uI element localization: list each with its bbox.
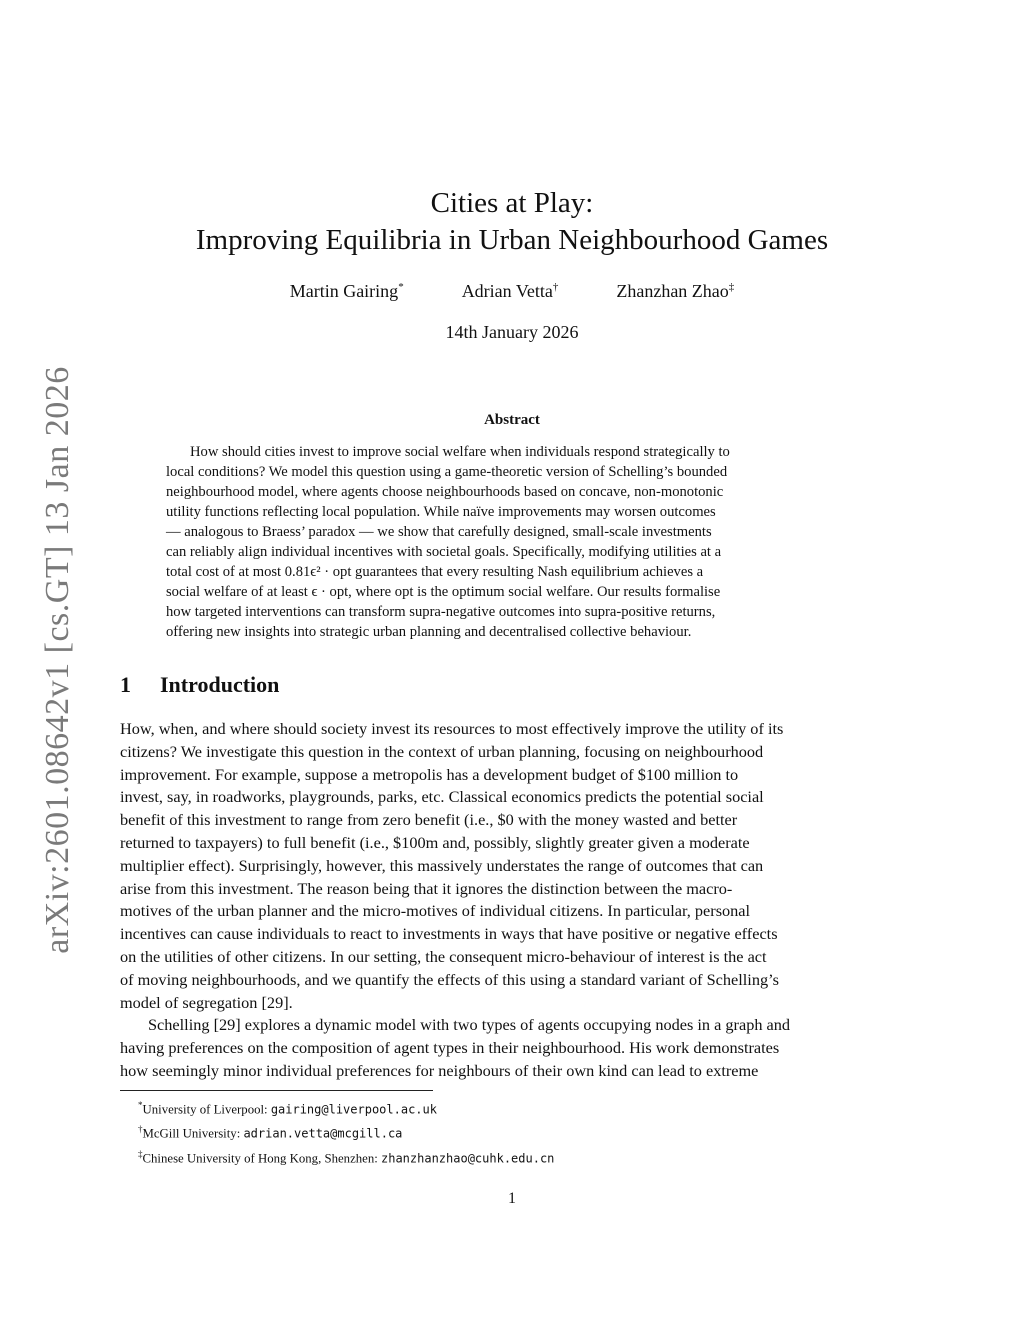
abstract-line: How should cities invest to improve social welfare when individuals respond strategically to [190, 444, 730, 460]
section-heading [120, 672, 279, 698]
author: Adrian Vetta† [461, 281, 559, 301]
body-line: arise from this investment. The reason being that it ignores the distinction between the macro- [120, 878, 733, 898]
section-number: 1 [120, 672, 131, 697]
paper-date: 14th January 2026 [445, 322, 579, 342]
footnote-rule [120, 1090, 433, 1091]
abstract-line: offering new insights into strategic urban planning and decentralised collective behaviour. [166, 624, 692, 640]
paper-title-line-2: Improving Equilibria in Urban Neighbourhood Games [195, 224, 829, 256]
body-line: How, when, and where should society invest its resources to most effectively improve the utility of its [120, 719, 784, 738]
body-line: incentives can cause individuals to react to investments in ways that have positive or negative effects [120, 924, 778, 944]
body-line: of moving neighbourhoods, and we quantify the effects of this using a standard variant of Schelling’s [120, 969, 779, 989]
body-line: citizens? We investigate this question in the context of urban planning, focusing on neighbourhood [120, 741, 764, 761]
footnote-email[interactable]: zhanzhanzhao@cuhk.edu.cn [381, 1150, 555, 1165]
footnotes [138, 1095, 554, 1168]
intro-paragraph-2 [120, 1014, 904, 1082]
body-line: Schelling [29] explores a dynamic model with two types of agents occupying nodes in a graph and [148, 1015, 791, 1034]
abstract-line: social welfare of at least ϵ · opt, where opt is the optimum social welfare. Our results formalise [166, 584, 721, 600]
body-line: having preferences on the composition of agent types in their neighbourhood. His work demonstrates [120, 1037, 780, 1057]
abstract-line: — analogous to Braess’ paradox — we show that carefully designed, small-scale investments [166, 524, 712, 540]
abstract-body [166, 442, 858, 642]
author: Zhanzhan Zhao‡ [616, 281, 735, 301]
author-mark: † [552, 281, 559, 293]
footnote: *University of Liverpool: gairing@liverpool.ac.uk [138, 1100, 437, 1117]
footnote-email[interactable]: gairing@liverpool.ac.uk [270, 1102, 437, 1117]
body-line: model of segregation [29]. [120, 992, 293, 1012]
abstract-line: total cost of at most 0.81ϵ² · opt guarantees that every resulting Nash equilibrium achieves a [166, 564, 704, 580]
footnote: ‡Chinese University of Hong Kong, Shenzhen: zhanzhanzhao@cuhk.edu.cn [138, 1148, 555, 1165]
author-mark: ‡ [728, 281, 735, 293]
author-list [200, 281, 824, 302]
abstract-line: how targeted interventions can transform supra-negative outcomes into supra-positive returns, [166, 604, 716, 620]
page-number: 1 [508, 1190, 516, 1207]
footnote: †McGill University: adrian.vetta@mcgill.ca [138, 1124, 403, 1141]
paper-title-line-1: Cities at Play: [430, 187, 594, 219]
body-line: improvement. For example, suppose a metropolis has a development budget of $100 million to [120, 764, 739, 784]
author: Martin Gairing* [289, 281, 404, 301]
footnote-email[interactable]: adrian.vetta@mcgill.ca [243, 1126, 403, 1141]
abstract-line: utility functions reflecting local population. While naïve improvements may worsen outcomes [166, 504, 716, 520]
body-line: invest, say, in roadworks, playgrounds, parks, etc. Classical economics predicts the potential social [120, 787, 764, 807]
abstract-line: neighbourhood model, where agents choose neighbourhoods based on concave, non-monotonic [166, 484, 724, 500]
body-line: how seemingly minor individual preferences for neighbours of their own kind can lead to extreme [120, 1060, 759, 1080]
author-mark: * [398, 281, 404, 293]
body-line: returned to taxpayers) to full benefit (i.e., $100m and, possibly, slightly greater given a moderate [120, 832, 750, 852]
arxiv-identifier: arXiv:2601.08642v1 [cs.GT] 13 Jan 2026 [39, 366, 76, 954]
body-line: on the utilities of other citizens. In our setting, the consequent micro-behaviour of interest is the act [120, 946, 767, 966]
abstract-line: can reliably align individual incentives with societal goals. Specifically, modifying utilities at a [166, 544, 722, 560]
intro-paragraph-1 [120, 718, 904, 1014]
body-line: benefit of this investment to range from zero benefit (i.e., $0 with the money wasted and better [120, 810, 738, 830]
body-line: multiplier effect). Surprisingly, however, this massively understates the range of outcomes that can [120, 855, 764, 875]
abstract-heading: Abstract [484, 412, 540, 428]
body-line: motives of the urban planner and the micro-motives of individual citizens. In particular, personal [120, 901, 751, 921]
abstract-line: local conditions? We model this question using a game-theoretic version of Schelling’s bounded [166, 464, 728, 480]
section-title: Introduction [160, 672, 280, 697]
